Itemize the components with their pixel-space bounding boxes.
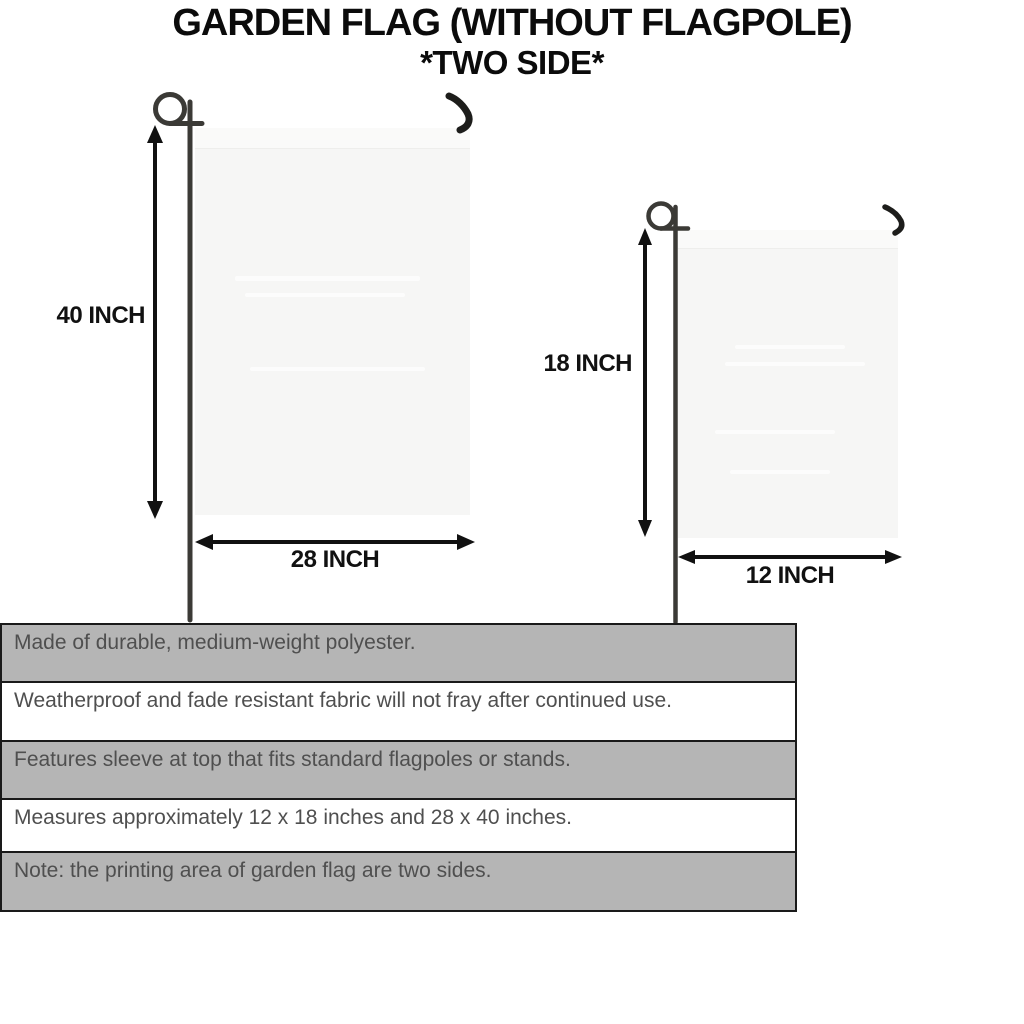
fabric-crease bbox=[250, 367, 425, 371]
height-label-large: 40 INCH bbox=[56, 302, 145, 329]
feature-table bbox=[0, 623, 797, 912]
large-flag-sleeve bbox=[195, 128, 470, 149]
feature-text: Features sleeve at top that fits standard flagpoles or stands. bbox=[14, 748, 571, 771]
feature-text: Weatherproof and fade resistant fabric will not fray after continued use. bbox=[14, 689, 672, 712]
hanger-hook-icon bbox=[449, 96, 469, 130]
feature-row bbox=[2, 851, 795, 910]
feature-row bbox=[2, 740, 795, 798]
feature-text: Note: the printing area of garden flag are two sides. bbox=[14, 859, 492, 882]
title-line-1: GARDEN FLAG (WITHOUT FLAGPOLE) bbox=[172, 2, 852, 44]
small-flag-sleeve bbox=[678, 230, 898, 249]
fabric-crease bbox=[245, 293, 405, 297]
page-title bbox=[0, 4, 1024, 82]
feature-row bbox=[2, 625, 795, 681]
pole-loop-icon bbox=[156, 95, 185, 124]
large-flag-canvas bbox=[195, 128, 470, 515]
feature-row bbox=[2, 798, 795, 851]
pole-loop-icon bbox=[649, 204, 674, 229]
small-flag-canvas bbox=[678, 230, 898, 538]
fabric-crease bbox=[715, 430, 835, 434]
feature-row bbox=[2, 681, 795, 740]
feature-text: Made of durable, medium-weight polyester. bbox=[14, 631, 416, 654]
feature-text: Measures approximately 12 x 18 inches and 28 x 40 inches. bbox=[14, 806, 572, 829]
height-arrow-small bbox=[638, 228, 652, 537]
title-line-2: *TWO SIDE* bbox=[420, 43, 604, 81]
fabric-crease bbox=[730, 470, 830, 474]
height-arrow-large bbox=[147, 125, 163, 519]
width-label-large: 28 INCH bbox=[290, 546, 380, 573]
fabric-crease bbox=[235, 276, 420, 281]
width-label-small: 12 INCH bbox=[745, 562, 835, 589]
height-label-small: 18 INCH bbox=[543, 350, 632, 377]
fabric-crease bbox=[735, 345, 845, 349]
fabric-crease bbox=[725, 362, 865, 366]
